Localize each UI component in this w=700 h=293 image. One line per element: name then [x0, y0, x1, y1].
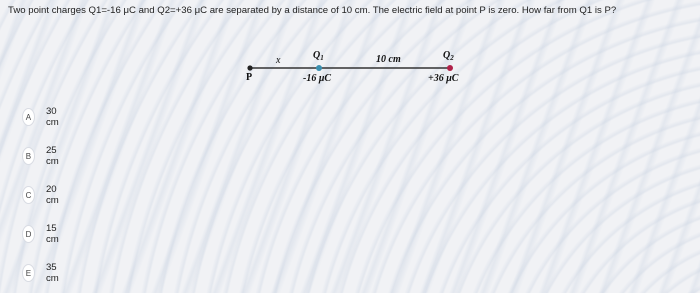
distance-label: 10 cm	[376, 54, 401, 65]
option-e[interactable]	[22, 264, 64, 282]
option-letter-badge: B	[22, 147, 35, 165]
point-p-label: P	[246, 72, 253, 83]
option-letter-badge: E	[22, 264, 35, 282]
charge-diagram	[240, 40, 480, 90]
option-c[interactable]	[22, 186, 64, 204]
option-b[interactable]	[22, 147, 64, 165]
question-text: Two point charges Q1=-16 μC and Q2=+36 μC are separated by a distance of 10 cm. The electric field at point P is zero. How far from Q1 is P?	[8, 5, 617, 16]
x-label: x	[276, 55, 281, 66]
q1-value: -16 μC	[303, 73, 332, 84]
q1-label: $Q_1$	[313, 50, 324, 62]
point-p	[247, 65, 252, 70]
q2-value: +36 μC	[428, 73, 459, 84]
option-text: 25 cm	[45, 145, 59, 167]
option-text: 30 cm	[45, 106, 59, 128]
option-a[interactable]	[22, 108, 64, 126]
option-text: 15 cm	[45, 223, 59, 245]
charge-q2	[447, 65, 453, 71]
option-letter-badge: D	[22, 225, 35, 243]
q2-label: $Q_2$	[443, 50, 454, 62]
charge-q1	[316, 65, 322, 71]
option-text: 35 cm	[45, 262, 59, 284]
option-d[interactable]	[22, 225, 64, 243]
option-letter-badge: A	[22, 108, 35, 126]
option-text: 20 cm	[45, 184, 59, 206]
option-letter-badge: C	[22, 186, 35, 204]
